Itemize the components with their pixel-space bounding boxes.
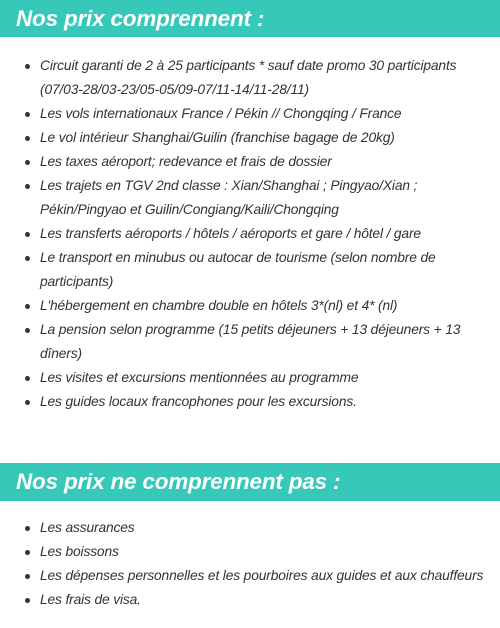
included-list-item	[0, 390, 500, 414]
bullet-icon	[25, 376, 30, 381]
included-item-text	[40, 318, 460, 366]
item-text-line: Les trajets en TGV 2nd classe : Xian/Shanghai ; Pingyao/Xian ;	[40, 178, 418, 193]
item-text-line: Les vols internationaux France / Pékin // Chongqing / France	[40, 106, 402, 121]
excluded-list-item	[0, 540, 500, 564]
item-text-line: Les visites et excursions mentionnées au programme	[40, 370, 359, 385]
included-item-text	[40, 54, 456, 102]
included-list-item	[0, 126, 500, 150]
included-item-text	[40, 174, 417, 222]
item-text-line: dîners)	[40, 346, 82, 361]
included-list-item	[0, 318, 500, 366]
excluded-list	[0, 516, 500, 612]
bullet-icon	[25, 184, 30, 189]
bullet-icon	[25, 64, 30, 69]
excluded-item-text	[40, 588, 141, 612]
excluded-item-text	[40, 564, 483, 588]
item-text-line: Les guides locaux francophones pour les excursions.	[40, 394, 357, 409]
included-item-text	[40, 390, 357, 414]
bullet-icon	[25, 232, 30, 237]
item-text-line: participants)	[40, 274, 114, 289]
excluded-list-item	[0, 588, 500, 612]
bullet-icon	[25, 304, 30, 309]
bullet-icon	[25, 550, 30, 555]
included-list-item	[0, 102, 500, 126]
bullet-icon	[25, 598, 30, 603]
included-item-text	[40, 222, 421, 246]
excluded-item-text	[40, 540, 119, 564]
included-item-text	[40, 366, 358, 390]
included-list-item	[0, 150, 500, 174]
bullet-icon	[25, 256, 30, 261]
included-item-text	[40, 102, 401, 126]
bullet-icon	[25, 112, 30, 117]
item-text-line: Le vol intérieur Shanghai/Guilin (franchise bagage de 20kg)	[40, 130, 395, 145]
item-text-line: Les boissons	[40, 544, 119, 559]
item-text-line: Les transferts aéroports / hôtels / aéroports et gare / hôtel / gare	[40, 226, 421, 241]
included-list-item	[0, 54, 500, 102]
excluded-list-item	[0, 564, 500, 588]
bullet-icon	[25, 328, 30, 333]
item-text-line: Les taxes aéroport; redevance et frais de dossier	[40, 154, 332, 169]
bullet-icon	[25, 574, 30, 579]
item-text-line: (07/03-28/03-23/05-05/09-07/11-14/11-28/11)	[40, 82, 309, 97]
item-text-line: L'hébergement en chambre double en hôtels 3*(nl) et 4* (nl)	[40, 298, 398, 313]
included-item-text	[40, 246, 436, 294]
included-list-item	[0, 366, 500, 390]
excluded-section-heading: Nos prix ne comprennent pas :	[0, 463, 500, 501]
bullet-icon	[25, 136, 30, 141]
excluded-item-text	[40, 516, 135, 540]
included-list-item	[0, 222, 500, 246]
bullet-icon	[25, 400, 30, 405]
excluded-list-item	[0, 516, 500, 540]
included-list-item	[0, 246, 500, 294]
item-text-line: Circuit garanti de 2 à 25 participants * sauf date promo 30 participants	[40, 58, 457, 73]
bullet-icon	[25, 160, 30, 165]
included-item-text	[40, 294, 397, 318]
included-list-item	[0, 294, 500, 318]
included-list-item	[0, 174, 500, 222]
item-text-line: La pension selon programme (15 petits déjeuners + 13 déjeuners + 13	[40, 322, 461, 337]
bullet-icon	[25, 526, 30, 531]
included-item-text	[40, 150, 332, 174]
item-text-line: Pékin/Pingyao et Guilin/Congiang/Kaili/Chongqing	[40, 202, 339, 217]
item-text-line: Les frais de visa.	[40, 592, 141, 607]
item-text-line: Les assurances	[40, 520, 135, 535]
item-text-line: Les dépenses personnelles et les pourboires aux guides et aux chauffeurs	[40, 568, 484, 583]
included-section-heading: Nos prix comprennent :	[0, 0, 500, 37]
item-text-line: Le transport en minubus ou autocar de tourisme (selon nombre de	[40, 250, 436, 265]
included-item-text	[40, 126, 395, 150]
included-list	[0, 54, 500, 414]
